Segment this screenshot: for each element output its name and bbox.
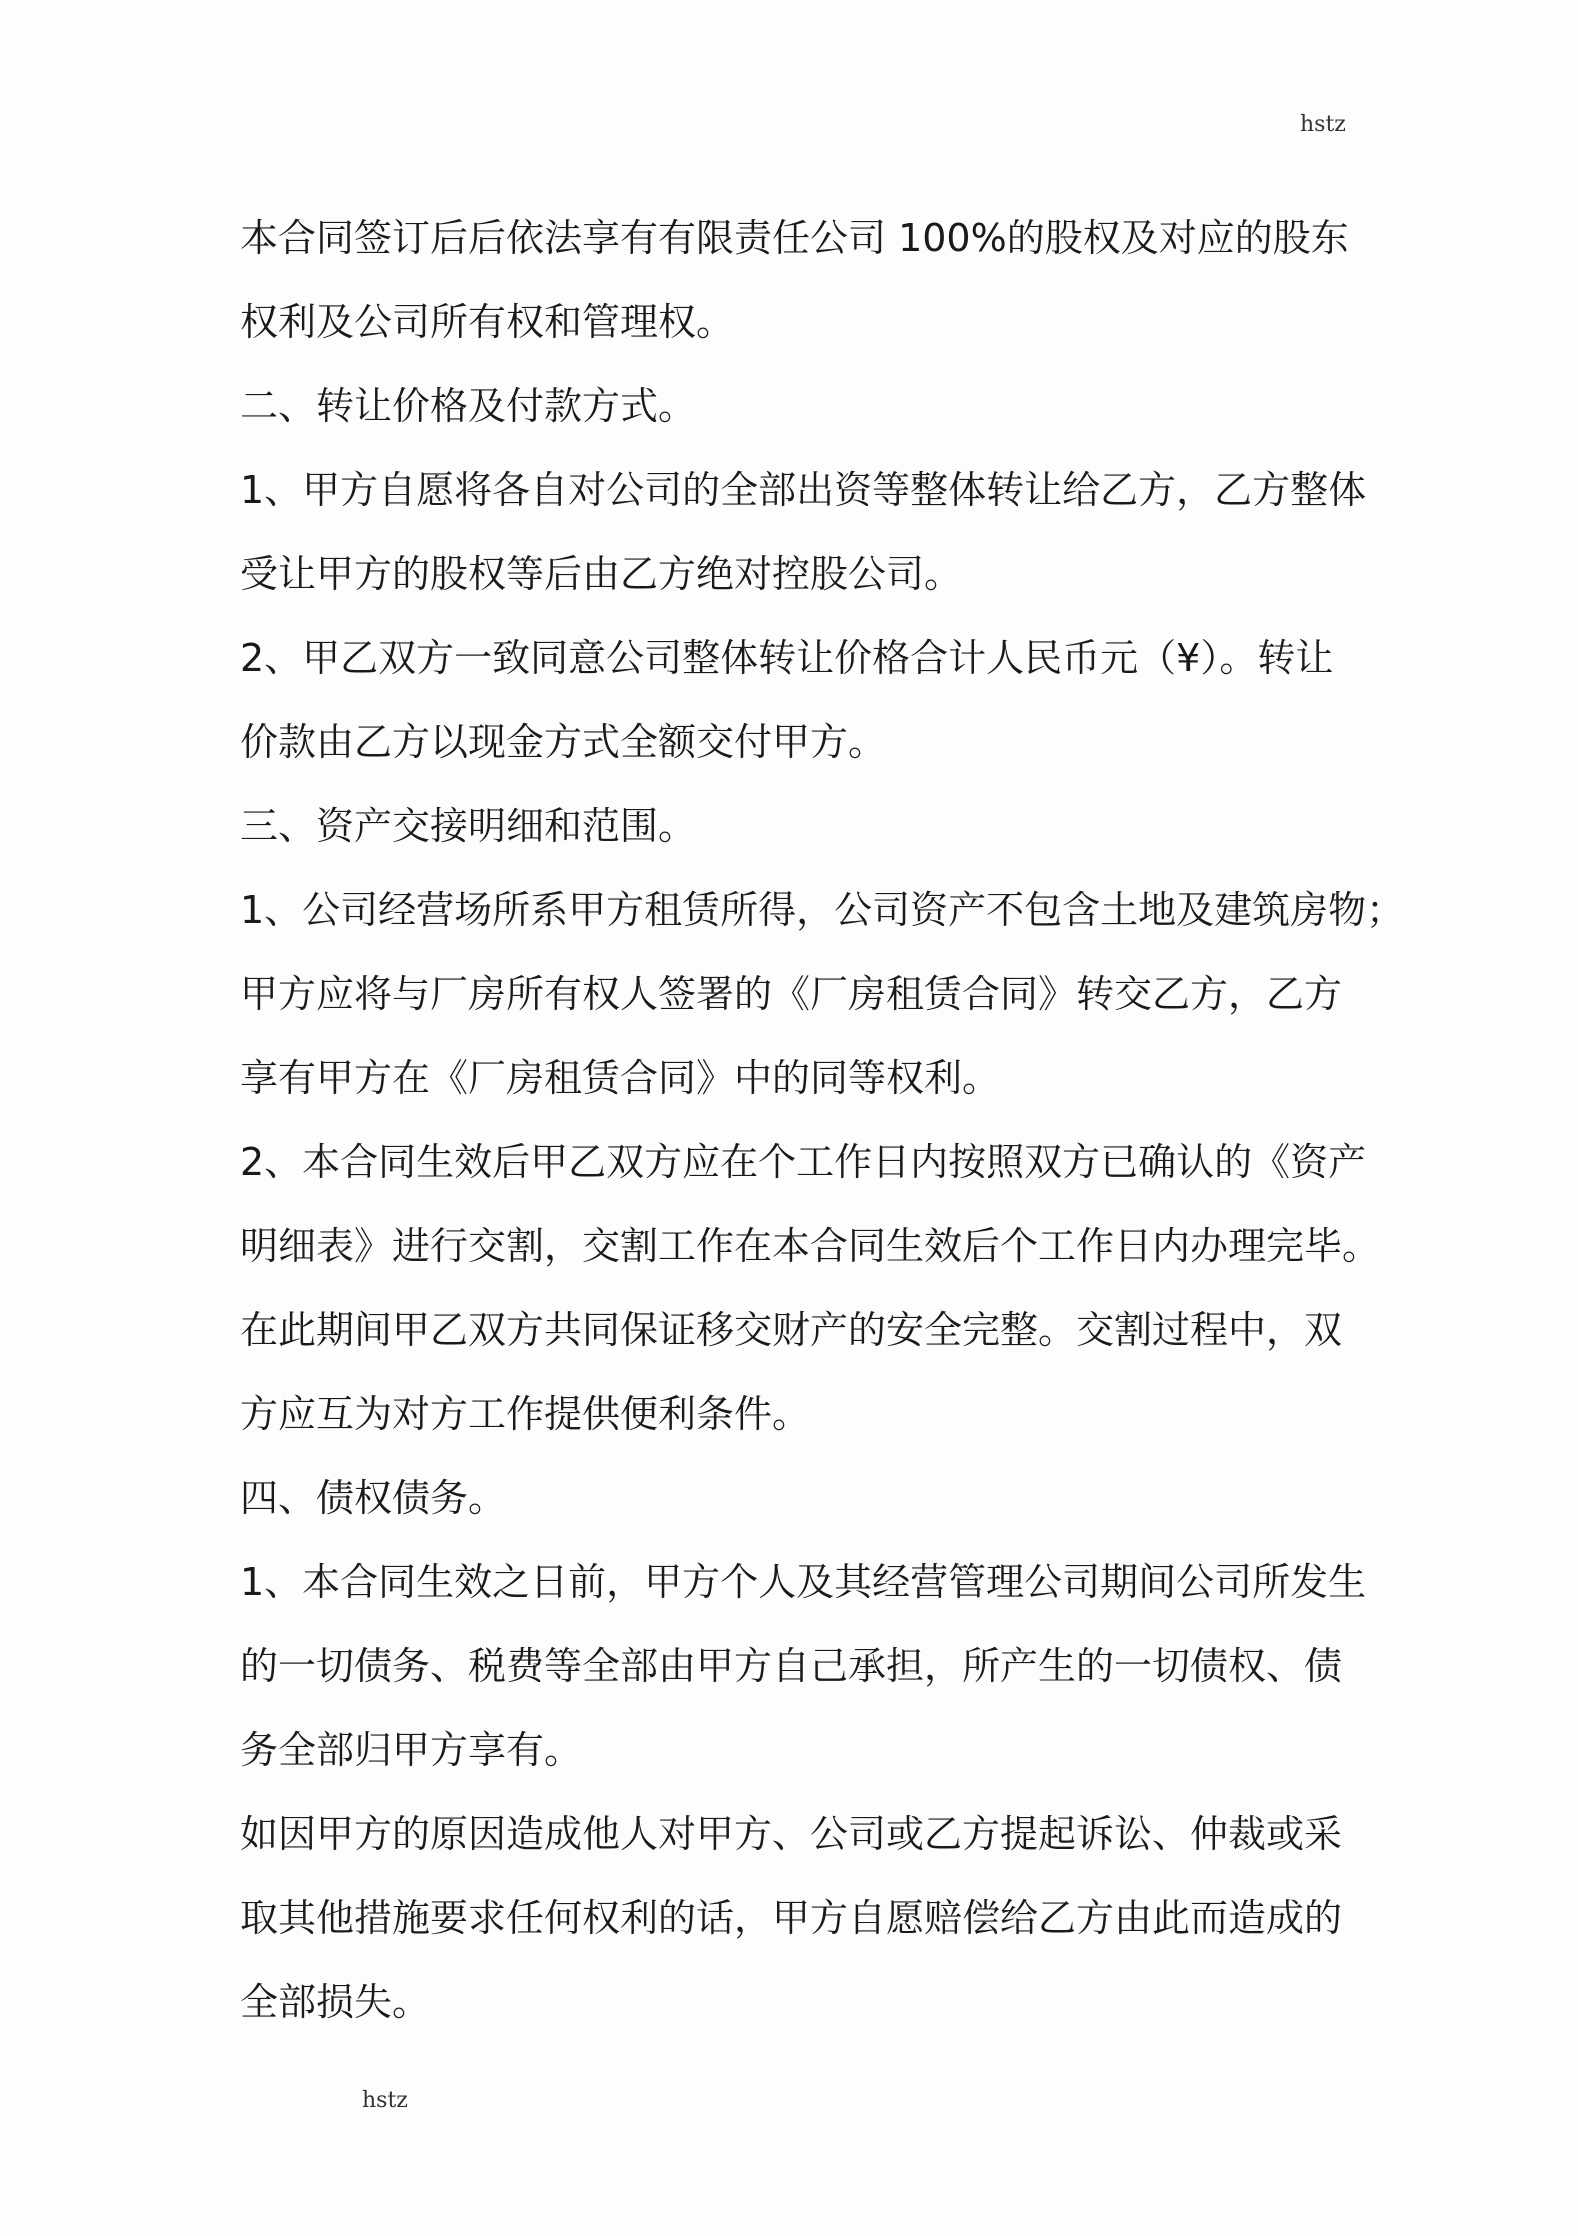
text-line: 取其他措施要求任何权利的话，甲方自愿赔偿给乙方由此而造成的 — [240, 1896, 1343, 1940]
text-line: 价款由乙方以现金方式全额交付甲方。 — [240, 720, 887, 764]
footer-mark: hstz — [362, 2088, 408, 2113]
header-mark: hstz — [1300, 112, 1346, 137]
text-line: 2、甲乙双方一致同意公司整体转让价格合计人民币元（¥）。转让 — [240, 636, 1334, 680]
text-line: 享有甲方在《厂房租赁合同》中的同等权利。 — [240, 1056, 1001, 1100]
contract-body — [240, 196, 1405, 2044]
text-line: 在此期间甲乙双方共同保证移交财产的安全完整。交割过程中，双 — [240, 1308, 1343, 1352]
text-line: 明细表》进行交割，交割工作在本合同生效后个工作日内办理完毕。 — [240, 1224, 1381, 1268]
text-line: 的一切债务、税费等全部由甲方自己承担，所产生的一切债权、债 — [240, 1644, 1343, 1688]
section-heading: 四、债权债务。 — [240, 1476, 507, 1520]
section-heading: 二、转让价格及付款方式。 — [240, 384, 697, 428]
text-line: 受让甲方的股权等后由乙方绝对控股公司。 — [240, 552, 963, 596]
text-line: 权利及公司所有权和管理权。 — [240, 300, 735, 344]
section-heading: 三、资产交接明细和范围。 — [240, 804, 697, 848]
text-line: 2、本合同生效后甲乙双方应在个工作日内按照双方已确认的《资产 — [240, 1140, 1367, 1184]
text-line: 方应互为对方工作提供便利条件。 — [240, 1392, 811, 1436]
text-line: 1、本合同生效之日前，甲方个人及其经营管理公司期间公司所发生 — [240, 1560, 1367, 1604]
text-line: 1、公司经营场所系甲方租赁所得，公司资产不包含土地及建筑房物； — [240, 888, 1405, 932]
text-line: 如因甲方的原因造成他人对甲方、公司或乙方提起诉讼、仲裁或采 — [240, 1812, 1343, 1856]
text-line: 甲方应将与厂房所有权人签署的《厂房租赁合同》转交乙方，乙方 — [240, 972, 1343, 1016]
text-line: 务全部归甲方享有。 — [240, 1728, 583, 1772]
text-line: 全部损失。 — [240, 1980, 431, 2024]
text-line: 1、甲方自愿将各自对公司的全部出资等整体转让给乙方，乙方整体 — [240, 468, 1367, 512]
text-line: 本合同签订后后依法享有有限责任公司 100%的股权及对应的股东 — [240, 216, 1349, 260]
